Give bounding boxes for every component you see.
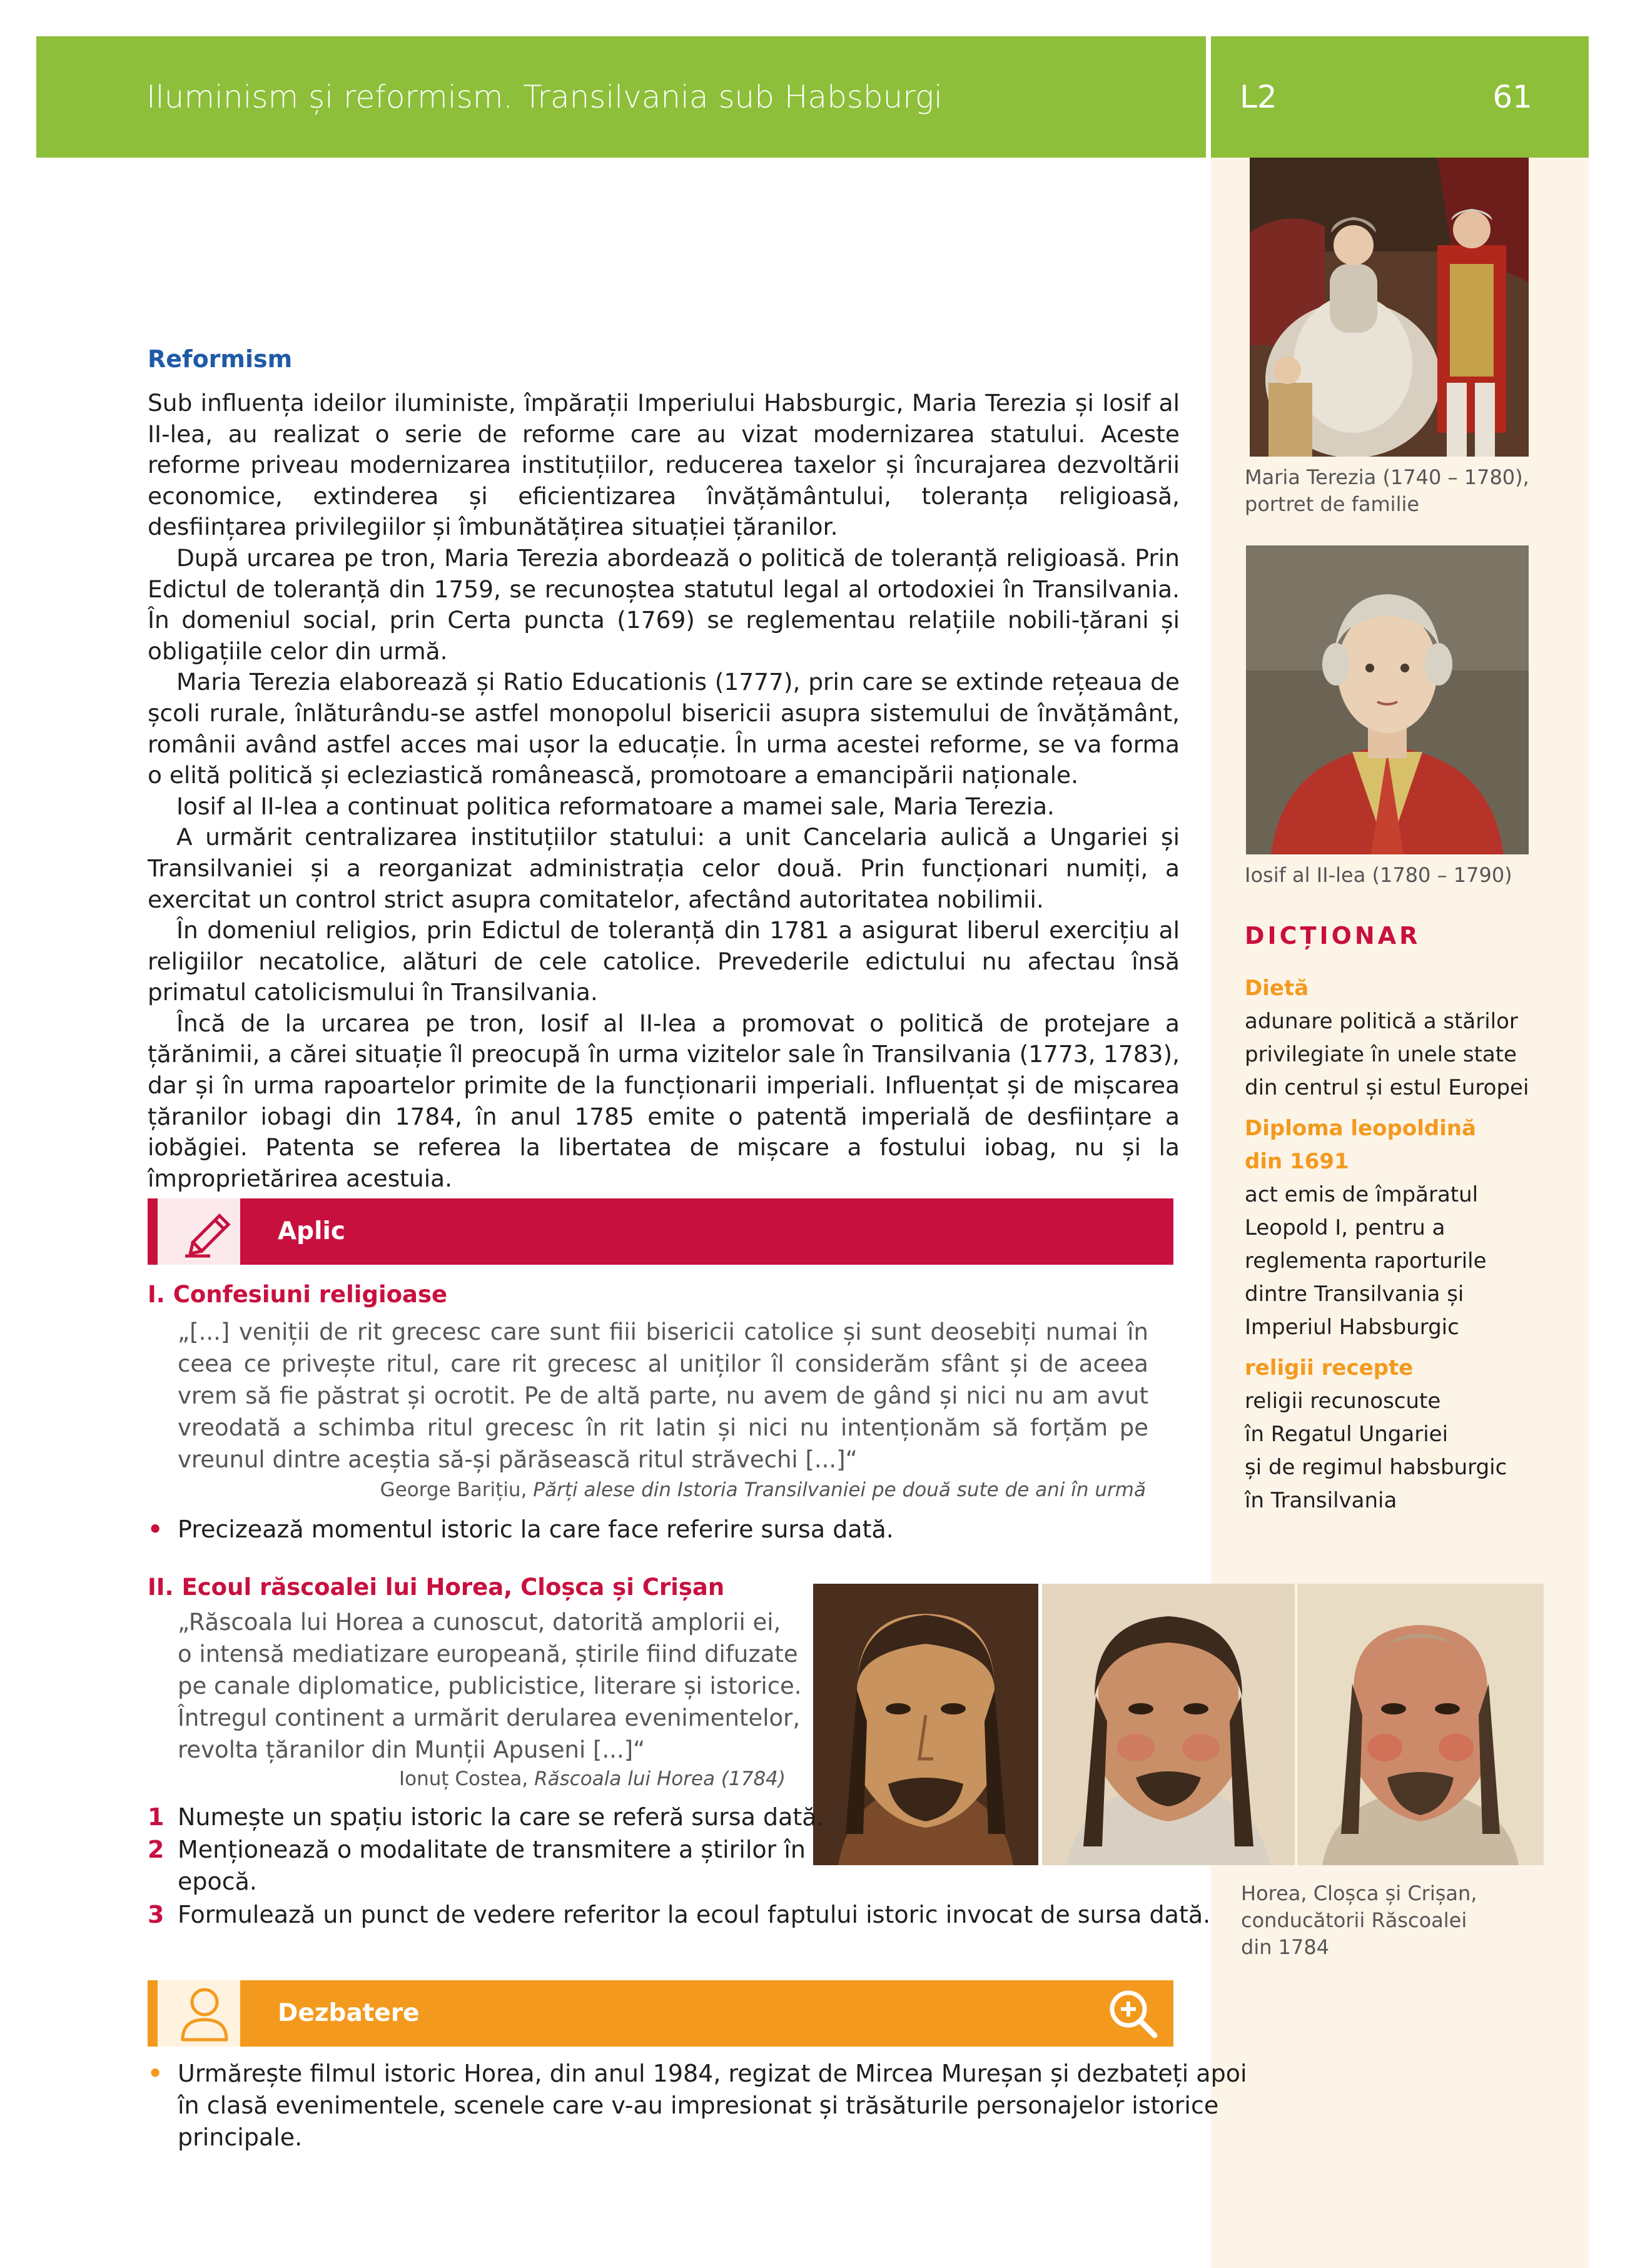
definition-line: în Transilvania <box>1245 1488 1397 1513</box>
definition-line: act emis de împăratul <box>1245 1182 1479 1207</box>
definition-line: dintre Transilvania și <box>1245 1282 1464 1307</box>
definition-line: Imperiul Habsburgic <box>1245 1315 1459 1340</box>
aplic-label: Aplic <box>278 1217 345 1245</box>
pencil-icon <box>179 1203 248 1260</box>
task-line: Menționează o modalitate de transmitere a știrilor în <box>178 1836 806 1863</box>
source-ecoul <box>399 1768 786 1790</box>
dezbatere-icon-box <box>148 1980 240 2047</box>
bullet-dot: • <box>148 2060 163 2087</box>
maria-terezia-family-portrait <box>1250 158 1529 457</box>
person-icon <box>176 1983 233 2043</box>
caption-line: Maria Terezia (1740 – 1780), <box>1245 465 1529 489</box>
caption-line: Horea, Cloșca și Crișan, <box>1241 1881 1477 1905</box>
page-header <box>36 36 1589 158</box>
definition-line: în Regatul Ungariei <box>1245 1422 1449 1447</box>
definition-line: din centrul și estul Europei <box>1245 1075 1529 1100</box>
definition-line: privilegiate în unele state <box>1245 1042 1517 1067</box>
dictionary-term: Dietă <box>1245 976 1309 1001</box>
paragraph: Maria Terezia elaborează și Ratio Educationis (1777), prin care se extinde rețeaua de școli rurale, înlăturându-se astfel monopolul bisericii asupra sistemului de învățământ, românii având astfel acces mai ușor la educație. În urma acestei reforme, se va forma o elită politică și ecleziastică românească, promotoare a emancipării naționale. <box>148 668 1180 789</box>
source-author: Ionuț Costea, <box>398 1768 535 1790</box>
paragraph: Iosif al II-lea a continuat politica reformatoare a mamei sale, Maria Terezia. <box>176 792 1055 820</box>
caption-line: portret de familie <box>1245 492 1420 516</box>
page-number: 61 <box>1492 79 1532 115</box>
task-number: 1 <box>148 1803 165 1831</box>
dezbatere-label: Dezbatere <box>278 1999 420 2027</box>
source-author: George Barițiu, <box>380 1479 534 1501</box>
paragraph: Sub influența ideilor iluministe, împărații Imperiului Habsburgic, Maria Terezia și Iosif al II-lea, au realizat o serie de reforme care au vizat modernizarea statului. Aceste reforme priveau modernizarea instituțiilor, reducerea taxelor și încurajarea dezvoltării economice, extinderea și eficientizarea învățământului, toleranța religioasă, desființarea privilegiilor și îmbunătățirea situației țăranilor. <box>148 389 1180 541</box>
lesson-code: L2 <box>1240 79 1277 115</box>
source-confesiuni <box>380 1479 1146 1501</box>
dezbatere-bar <box>240 1980 1173 2047</box>
reformism-body <box>148 388 1180 1194</box>
definition-line: adunare politică a stărilor <box>1245 1009 1518 1034</box>
paragraph: Încă de la urcarea pe tron, Iosif al II-lea a promovat o politică de protejare a țărănimii, a cărei situație îl preocupă în urma vizitelor sale în Transilvania (1773, 1783), dar și în urma rapoartelor primite de la funcționarii imperiali. Influențat și de mișcarea țăranilor iobagi din 1784, în anul 1785 emite o patentă imperială de desființare a iobăgiei. Patenta se referea la libertatea de mișcare a fostului iobag, nu și la împroprietărirea acestuia. <box>148 1009 1180 1192</box>
task-line: în clasă evenimentele, scenele care v-au impresionat și trăsăturile personajelor istorice <box>178 2092 1219 2119</box>
section-heading-reformism: Reformism <box>148 345 293 373</box>
horea-portrait <box>813 1584 1038 1865</box>
dictionary-definition <box>1245 1005 1570 1105</box>
dictionary <box>1245 972 1570 1525</box>
paragraph: A urmărit centralizarea instituțiilor statului: a unit Cancelaria aulică a Ungariei și Transilvaniei și a reorganizat administrația celor două. Prin funcționari numiți, a exercitat un control strict asupra comitatelor, afectând autoritatea nobilimii. <box>148 823 1180 913</box>
chapter-title: Iluminism și reformism. Transilvania sub Habsburgi <box>146 79 943 115</box>
quote-confesiuni: „[...] veniții de rit grecesc care sunt fiii bisericii catolice și sunt deosebiți numai în ceea ce privește ritul, care rit grecesc al uniților îl considerăm sfânt și de aceea vrem să fie păstrat și ocrotit. Pe de altă parte, nu avem de gând și nici nu am avut vreodată a schimba ritul grecesc în rit latin și nici nu intenționăm să forțăm pe vreunul dintre aceștia să-și părăsească ritul străvechi [...]“ <box>178 1319 1148 1473</box>
task-text <box>178 1834 806 1898</box>
definition-line: și de regimul habsburgic <box>1245 1455 1507 1480</box>
quote-ecoul <box>178 1606 803 1766</box>
paragraph: După urcarea pe tron, Maria Terezia abordează o politică de toleranță religioasă. Prin Edictul de toleranță din 1759, se recunoștea statutul legal al ortodoxiei în Transilvania. În domeniul social, prin Certa puncta (1769) se reglementau relațiile nobili-țărani și obligațiile celor din urmă. <box>148 544 1180 665</box>
paragraph: În domeniul religios, prin Edictul de toleranță din 1781 a asigurat liberul exercițiu al religiilor necatolice, alături de cele catolice. Prevederile edictului nu afectau însă primatul catolicismului în Transilvania. <box>148 916 1180 1006</box>
aplic-bar <box>240 1198 1173 1265</box>
task-text <box>178 2058 1247 2154</box>
iosif-ii-portrait <box>1246 545 1529 854</box>
aplic-icon-box <box>148 1198 240 1265</box>
task-number: 3 <box>148 1901 165 1928</box>
task-line: principale. <box>178 2124 303 2151</box>
dictionary-term <box>1245 1112 1570 1178</box>
term-line: Diploma leopoldină <box>1245 1116 1476 1141</box>
source-title: Răscoala lui Horea (1784) <box>534 1768 786 1790</box>
dictionary-entry <box>1245 972 1570 1105</box>
quote-line: Întregul continent a urmărit derularea evenimentelor, <box>178 1704 801 1731</box>
task-text: Precizează momentul istoric la care face referire sursa dată. <box>178 1516 894 1543</box>
definition-line: Leopold I, pentru a <box>1245 1215 1445 1240</box>
section-title-ecoul: II. Ecoul răscoalei lui Horea, Cloșca și Crișan <box>148 1574 725 1601</box>
dictionary-term: religii recepte <box>1245 1355 1414 1380</box>
dictionary-entry <box>1245 1352 1570 1517</box>
dictionary-title: DICȚIONAR <box>1245 922 1421 949</box>
task-text: Formulează un punct de vedere referitor la ecoul faptului istoric invocat de sursa dată. <box>178 1901 1211 1928</box>
definition-line: religii recunoscute <box>1245 1389 1441 1414</box>
leaders-caption <box>1241 1880 1477 1961</box>
dictionary-entry <box>1245 1112 1570 1344</box>
quote-line: o intensă mediatizare europeană, știrile fiind difuzate <box>178 1641 798 1668</box>
section-title-confesiuni: I. Confesiuni religioase <box>148 1281 448 1308</box>
crisan-portrait <box>1297 1584 1544 1865</box>
quote-line: pe canale diplomatice, publicistice, literare și istorice. <box>178 1673 802 1699</box>
bullet-dot: • <box>148 1516 163 1543</box>
caption-line: din 1784 <box>1241 1935 1330 1959</box>
task-number: 2 <box>148 1836 165 1863</box>
dezbatere-banner <box>148 1980 1173 2047</box>
quote-line: „Răscoala lui Horea a cunoscut, datorită amplorii ei, <box>178 1609 781 1636</box>
dictionary-definition <box>1245 1385 1570 1517</box>
quote-line: revolta țăranilor din Munții Apuseni [...]“ <box>178 1736 645 1763</box>
task-line: Urmărește filmul istoric Horea, din anul 1984, regizat de Mircea Mureșan și dezbateți apoi <box>178 2060 1247 2087</box>
aplic-banner <box>148 1198 1173 1265</box>
zoom-plus-icon[interactable] <box>1106 1987 1160 2040</box>
task-line: epocă. <box>178 1868 258 1895</box>
source-title: Părți alese din Istoria Transilvaniei pe două sute de ani în urmă <box>533 1479 1146 1501</box>
term-line: din 1691 <box>1245 1149 1349 1174</box>
closca-portrait <box>1042 1584 1295 1865</box>
definition-line: reglementa raporturile <box>1245 1248 1487 1273</box>
task-text: Numește un spațiu istoric la care se referă sursa dată. <box>178 1803 824 1831</box>
dictionary-definition <box>1245 1178 1570 1344</box>
family-portrait-caption <box>1245 464 1529 518</box>
iosif-portrait-caption: Iosif al II-lea (1780 – 1790) <box>1245 863 1512 887</box>
caption-line: conducătorii Răscoalei <box>1241 1908 1467 1932</box>
